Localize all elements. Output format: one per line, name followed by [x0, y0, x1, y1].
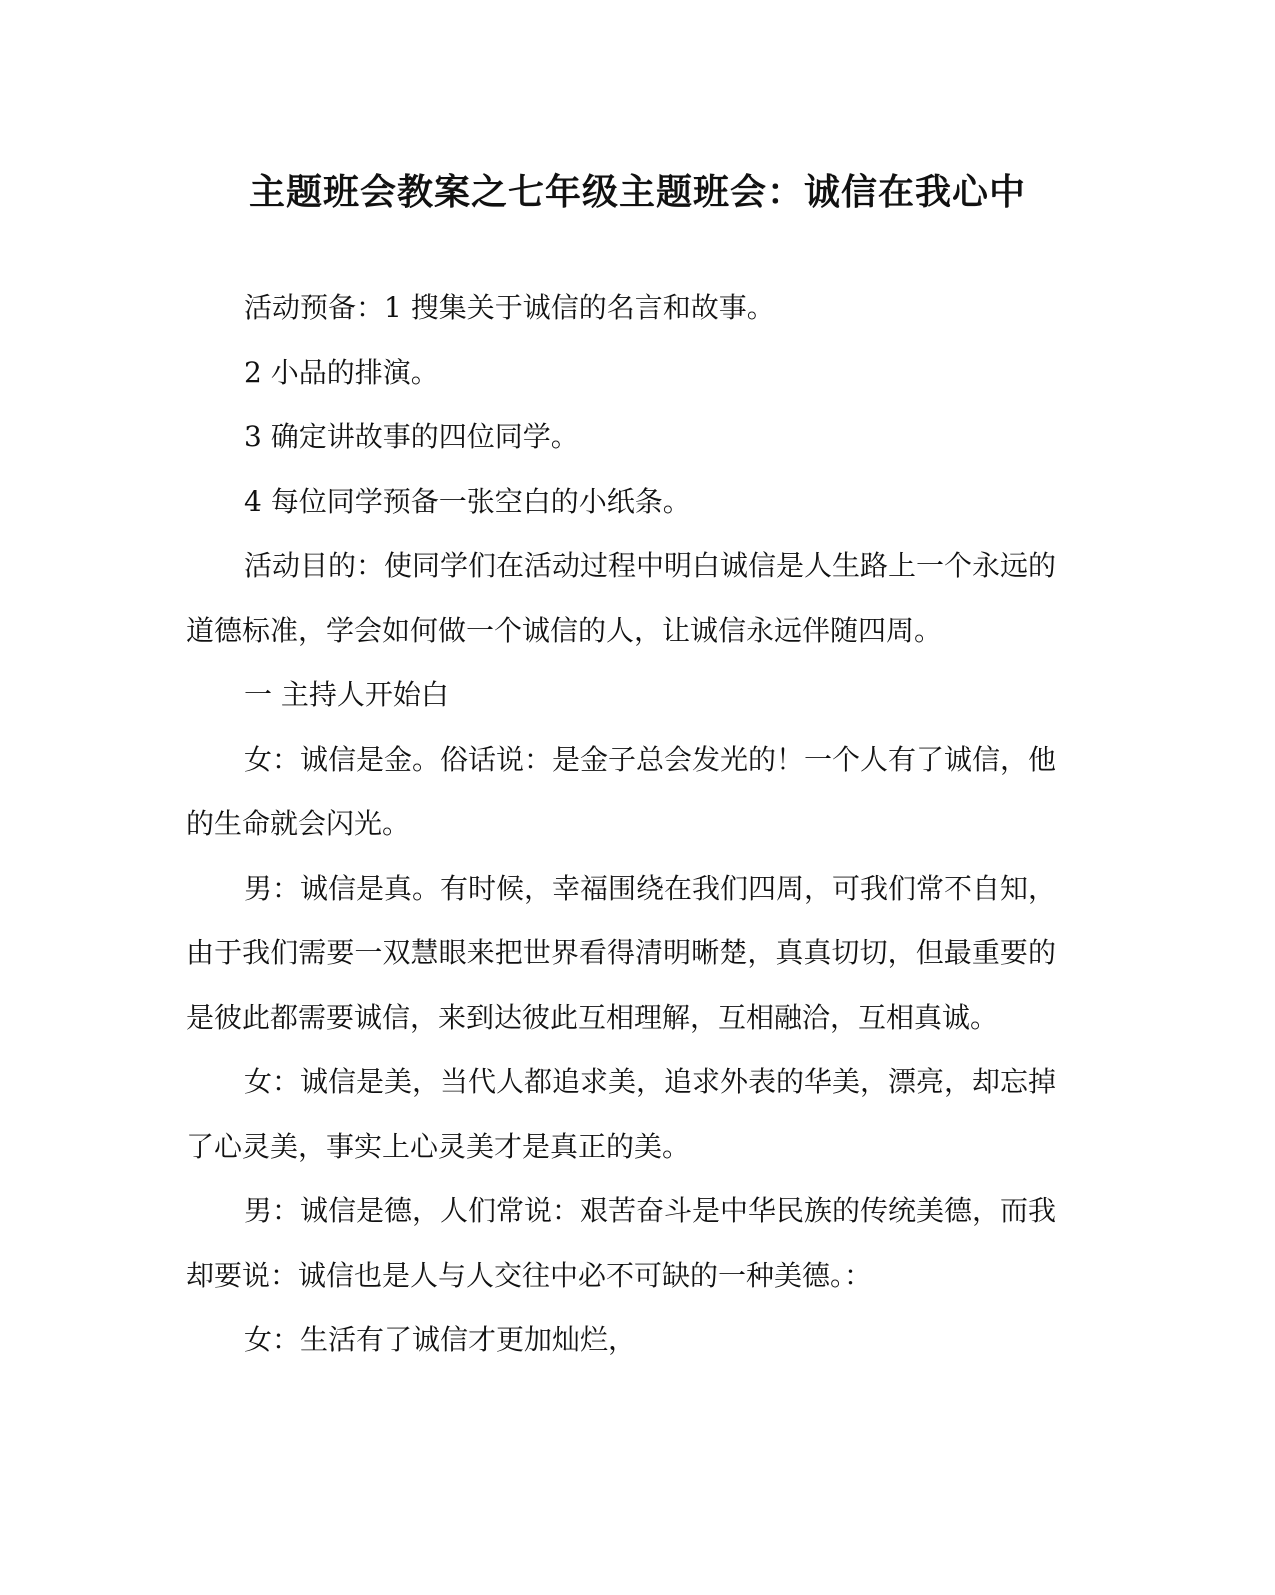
paragraph-dialogue: 女：诚信是美，当代人都追求美，追求外表的华美，漂亮，却忘掉了心灵美，事实上心灵美才是真正的美。	[186, 1065, 1057, 1163]
paragraph-preparation-2: 2 小品的排演。	[244, 355, 439, 389]
paragraph-dialogue: 男：诚信是真。有时候，幸福围绕在我们四周，可我们常不自知，由于我们需要一双慧眼来把世界看得清明晰楚，真真切切，但最重要的是彼此都需要诚信，来到达彼此互相理解，互相融洽，互相真诚。	[186, 871, 1057, 1034]
paragraph-dialogue: 女：诚信是金。俗话说：是金子总会发光的！一个人有了诚信，他的生命就会闪光。	[186, 742, 1057, 840]
paragraph-preparation-1: 活动预备：1 搜集关于诚信的名言和故事。	[244, 291, 775, 324]
paragraph-dialogue: 男：诚信是德，人们常说：艰苦奋斗是中华民族的传统美德，而我却要说：诚信也是人与人交往中必不可缺的一种美德。：	[186, 1194, 1057, 1292]
paragraph-preparation-3: 3 确定讲故事的四位同学。	[244, 420, 579, 453]
paragraph-dialogue: 女：生活有了诚信才更加灿烂，	[244, 1323, 637, 1356]
paragraph-objective: 活动目的：使同学们在活动过程中明白诚信是人生路上一个永远的道德标准，学会如何做一个诚信的人，让诚信永远伴随四周。	[186, 549, 1057, 647]
document-title: 主题班会教案之七年级主题班会：诚信在我心中	[248, 171, 1026, 213]
document-body	[186, 276, 1056, 1373]
paragraph-section-heading: 一 主持人开始白	[244, 678, 449, 711]
paragraph-preparation-4: 4 每位同学预备一张空白的小纸条。	[244, 484, 691, 518]
